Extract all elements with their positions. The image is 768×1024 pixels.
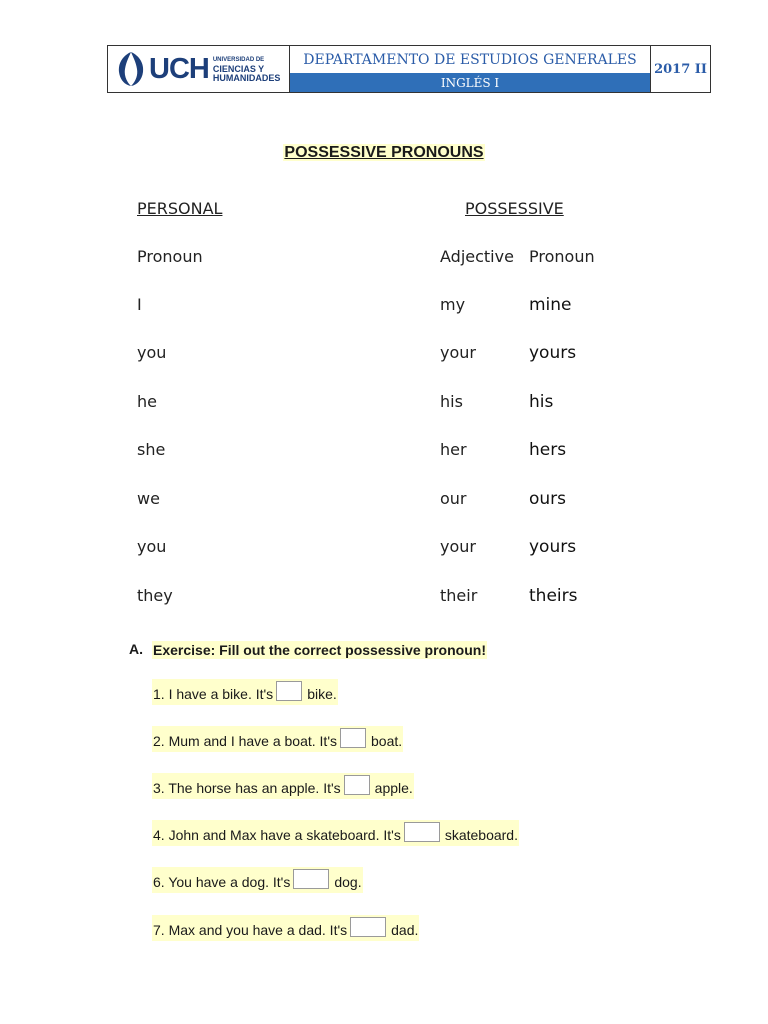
exercise-item [152,773,414,799]
possessive-adjective: their [440,586,478,605]
uch-emblem-icon [116,50,146,88]
possessive-adjective: her [440,440,467,459]
page-title [0,142,768,162]
exercise-text-before: 7. Max and you have a dad. It's [153,922,348,938]
answer-field[interactable] [344,775,370,795]
possessive-adjective: your [440,343,476,362]
answer-field[interactable] [340,728,366,748]
possessive-pronoun: mine [529,295,572,315]
possessive-pronoun: yours [529,537,577,557]
exercise-text-after: dog. [334,874,362,890]
exercise-item [152,820,519,846]
logo-subtitle [213,56,281,83]
exercise-text-after: boat. [371,733,403,749]
possessive-pronoun: ours [529,489,567,509]
logo-sub-line-1: UNIVERSIDAD DE [212,56,265,63]
document-header [107,45,711,93]
exercise-text-after: bike. [307,686,337,702]
logo-sub-line-3: HUMANIDADES [212,72,281,83]
possessive-pronoun: yours [529,343,577,363]
personal-pronoun: I [137,295,142,314]
exercise-title: Exercise: Fill out the correct possessive pronoun! [153,642,486,658]
logo-wordmark: UCH [149,52,209,85]
exercise-text-after: dad. [391,922,419,938]
personal-pronoun: you [137,537,167,556]
possessive-pronoun: theirs [529,586,578,606]
department-cell [290,46,651,92]
personal-pronoun: you [137,343,167,362]
exercise-text-before: 2. Mum and I have a boat. It's [153,733,337,749]
possessive-adjective: your [440,537,476,556]
exercise-text-before: 1. I have a bike. It's [153,686,274,702]
exercise-text-after: skateboard. [444,827,518,843]
personal-pronoun: they [137,586,173,605]
page-title-text: POSSESSIVE PRONOUNS [284,144,484,161]
column-heading-possessive: POSSESSIVE [465,199,564,218]
possessive-adjective: our [440,489,467,508]
column-heading-personal: PERSONAL [137,199,223,218]
exercise-text-after: apple. [374,780,413,796]
exercise-item [152,867,363,893]
answer-field[interactable] [350,917,386,937]
exercise-item [152,915,419,941]
exercise-text-before: 6. You have a dog. It's [153,874,291,890]
department-name: DEPARTAMENTO DE ESTUDIOS GENERALES [303,51,637,68]
possessive-adjective: my [440,295,466,314]
exercise-text-before: 4. John and Max have a skateboard. It's [153,827,401,843]
personal-pronoun: she [137,440,166,459]
answer-field[interactable] [276,681,302,701]
subheading-possessive-pronoun: Pronoun [529,247,595,266]
exercise-item [152,726,403,752]
possessive-adjective: his [440,392,463,411]
subheading-adjective: Adjective [440,247,514,266]
exercise-text-before: 3. The horse has an apple. It's [153,780,341,796]
personal-pronoun: we [137,489,160,508]
logo-sub-line-2: CIENCIAS Y [212,63,265,74]
subheading-pronoun: Pronoun [137,247,203,266]
answer-field[interactable] [293,869,329,889]
academic-period: 2017 II [654,61,707,77]
course-name: INGLÉS I [290,73,650,92]
exercise-item [152,679,338,705]
possessive-pronoun: hers [529,440,567,460]
exercise-letter: A. [129,641,143,657]
personal-pronoun: he [137,392,157,411]
university-logo [108,46,290,92]
possessive-pronoun: his [529,392,554,412]
answer-field[interactable] [404,822,440,842]
